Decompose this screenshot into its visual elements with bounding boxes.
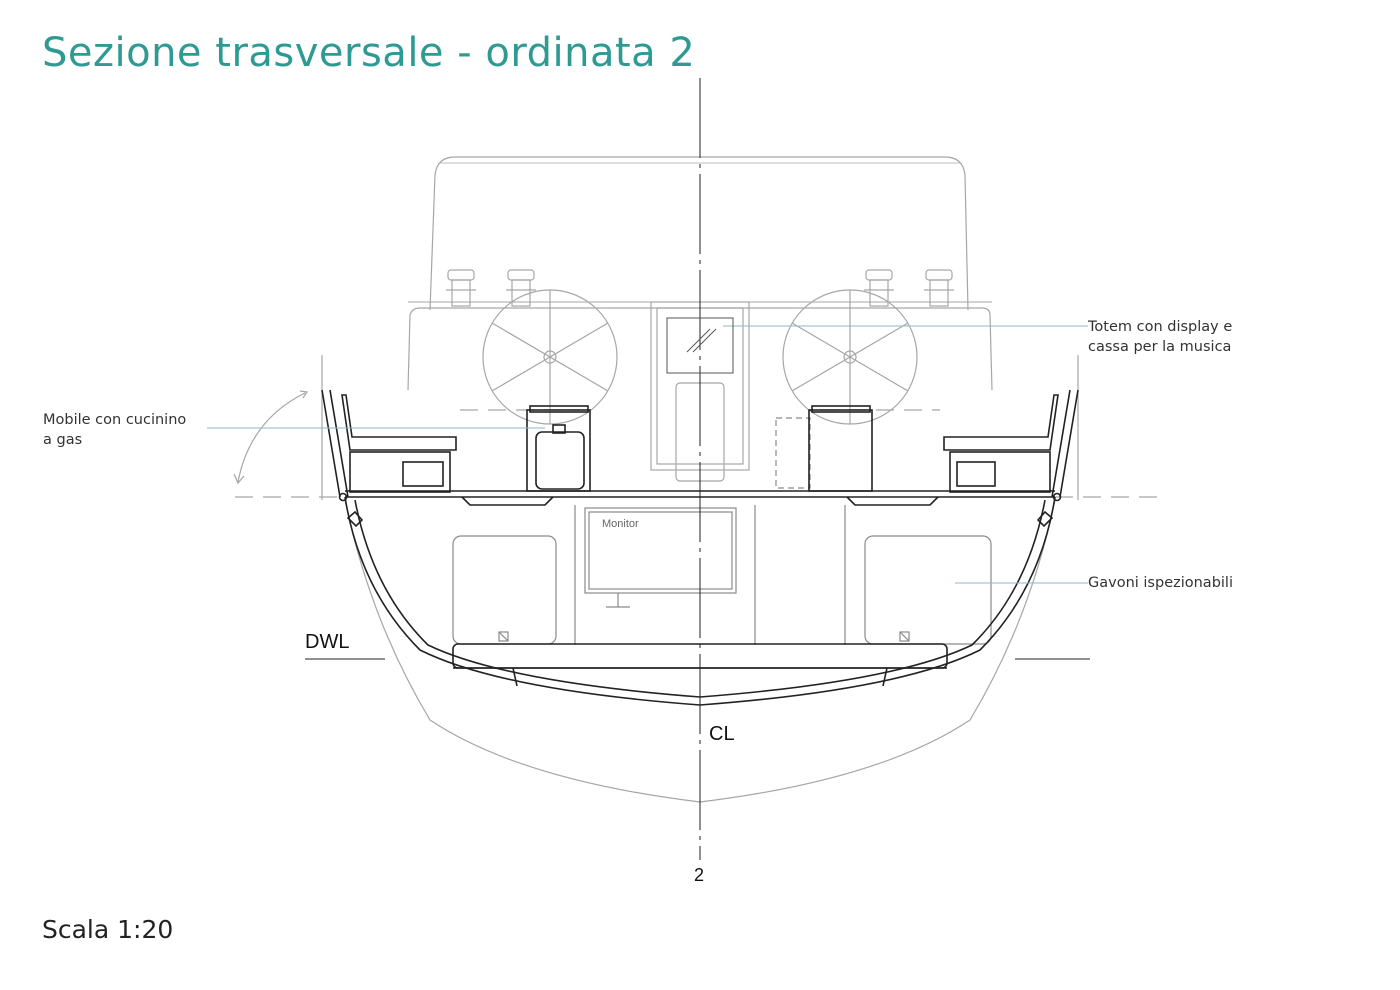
rotation-arrow xyxy=(238,393,305,482)
section-number: 2 xyxy=(694,865,705,885)
dwl-label: DWL xyxy=(305,631,350,653)
callout-mobile-line1: Mobile con cucinino xyxy=(43,412,187,428)
interior-lockers xyxy=(453,418,991,645)
winch-2 xyxy=(506,270,536,306)
callout-mobile xyxy=(43,410,186,450)
callout-gavoni-line1: Gavoni ispezionabili xyxy=(1088,575,1233,591)
callout-gavoni xyxy=(1088,573,1233,593)
steering-wheel-right xyxy=(783,290,917,424)
monitor-label: Monitor xyxy=(602,518,639,530)
winch-4 xyxy=(924,270,954,306)
callout-totem-line2: cassa per la musica xyxy=(1088,339,1232,355)
winch-3 xyxy=(864,270,894,306)
steering-wheel-left xyxy=(483,290,617,424)
scale-label: Scala 1:20 xyxy=(42,915,174,944)
callout-mobile-line2: a gas xyxy=(43,432,83,448)
cl-label: CL xyxy=(709,723,735,745)
winch-1 xyxy=(446,270,476,306)
callout-totem-line1: Totem con display e xyxy=(1088,319,1233,335)
reference-lines xyxy=(305,78,1090,860)
callout-totem xyxy=(1088,317,1232,357)
wheelhouse-outline xyxy=(430,157,968,310)
callout-leaders xyxy=(207,326,1088,583)
page-title: Sezione trasversale - ordinata 2 xyxy=(42,30,696,76)
